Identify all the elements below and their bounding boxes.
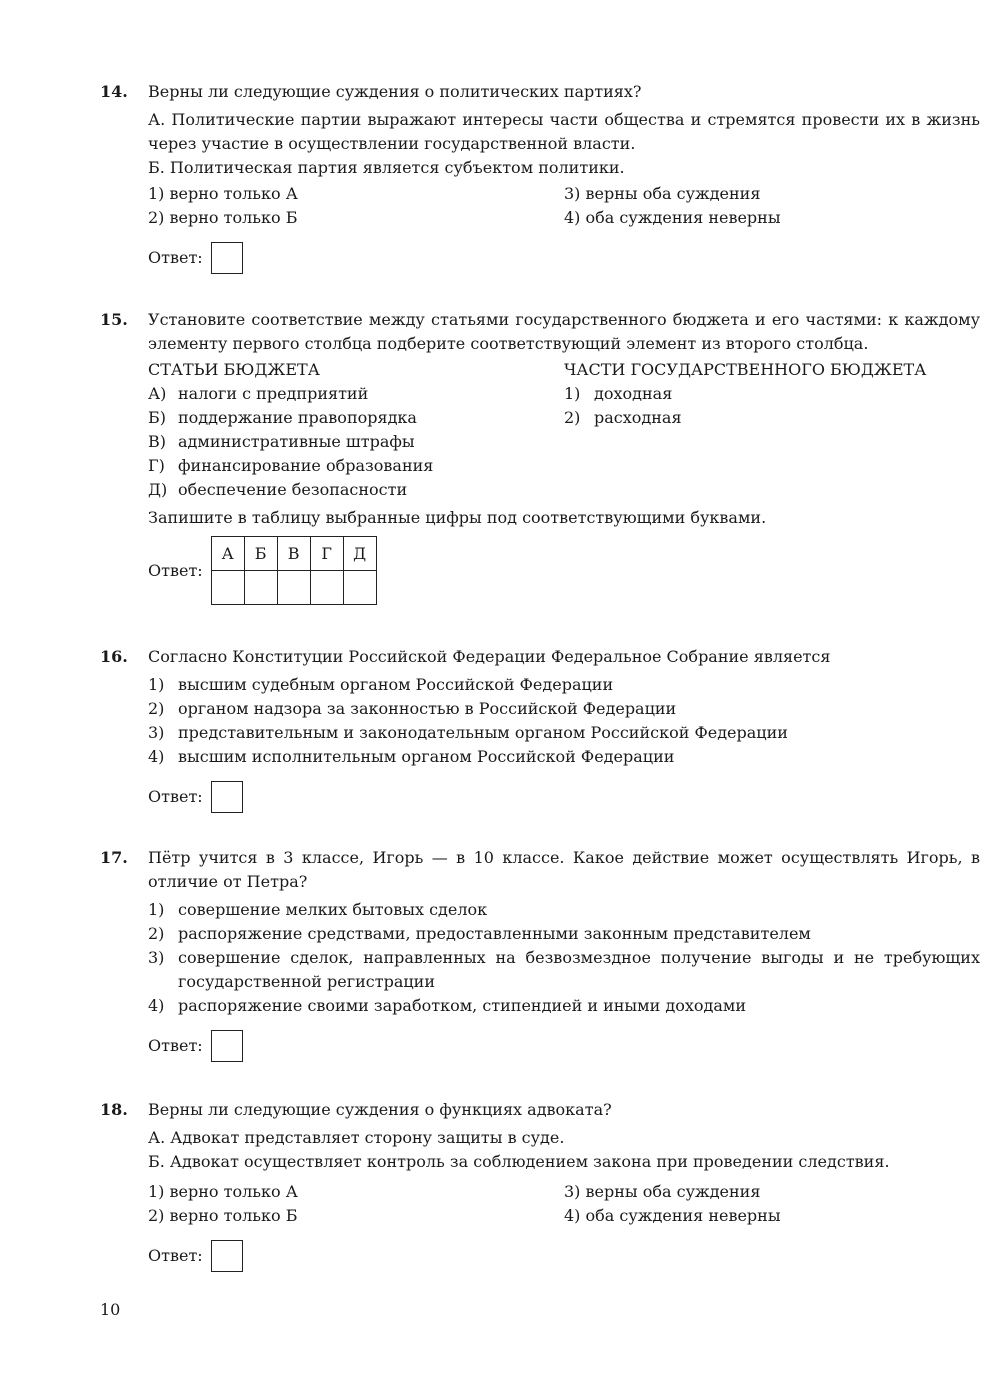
table-header: А (211, 537, 244, 571)
answer-label: Ответ: (148, 248, 203, 267)
list-item: Г) финансирование образования (148, 456, 434, 475)
option-1: 1) верно только А (148, 184, 298, 203)
question-text: Согласно Конституции Российской Федерации Федеральное Собрание является (148, 647, 831, 666)
option-3: 3) верны оба суждения (564, 184, 761, 203)
statement-a: А. Политические партии выражают интересы части общества и стремятся провести их в жизнь через участие в осуществлении государственной власти. (148, 110, 980, 153)
statement-b: Б. Политическая партия является субъектом политики. (148, 158, 625, 177)
statement-a: А. Адвокат представляет сторону защиты в суде. (148, 1128, 565, 1147)
question-number: 15. (100, 310, 128, 329)
option-2: 2) верно только Б (148, 208, 298, 227)
question-number: 14. (100, 82, 128, 101)
page-number: 10 (100, 1300, 121, 1319)
option-4: 4) оба суждения неверны (564, 208, 781, 227)
question-text: Верны ли следующие суждения о политических партиях? (148, 82, 642, 101)
answer-box[interactable] (211, 781, 243, 813)
option: 1) высшим судебным органом Российской Федерации (148, 675, 614, 694)
answer-cell[interactable] (277, 571, 310, 605)
list-item: В) административные штрафы (148, 432, 415, 451)
column-2-title: ЧАСТИ ГОСУДАРСТВЕННОГО БЮДЖЕТА (564, 360, 927, 379)
answer-cell[interactable] (310, 571, 343, 605)
option-2: 2) верно только Б (148, 1206, 298, 1225)
answer-cell[interactable] (343, 571, 376, 605)
answer-row (148, 1028, 980, 1064)
answer-row (148, 536, 980, 605)
question-text: Пётр учится в 3 классе, Игорь — в 10 классе. Какое действие может осуществлять Игорь, в отличие от Петра? (148, 848, 980, 891)
question-15 (100, 308, 980, 605)
question-17 (100, 846, 980, 1064)
answer-cell[interactable] (244, 571, 277, 605)
option-3: 3) верны оба суждения (564, 1182, 761, 1201)
answer-box[interactable] (211, 242, 243, 274)
question-number: 17. (100, 848, 128, 867)
list-item: Б) поддержание правопорядка (148, 408, 417, 427)
question-text: Верны ли следующие суждения о функциях адвоката? (148, 1100, 612, 1119)
table-header: Б (244, 537, 277, 571)
option: 4) высшим исполнительным органом Российской Федерации (148, 747, 675, 766)
answer-table (211, 536, 377, 605)
instruction-text: Запишите в таблицу выбранные цифры под соответствующими буквами. (148, 508, 767, 527)
table-header: В (277, 537, 310, 571)
option: 4) распоряжение своими заработком, стипендией и иными доходами (148, 996, 746, 1015)
option: 3) представительным и законодательным органом Российской Федерации (148, 723, 788, 742)
question-18 (100, 1098, 980, 1274)
question-number: 16. (100, 647, 128, 666)
answer-label: Ответ: (148, 1246, 203, 1265)
answer-row (148, 779, 980, 815)
list-item: А) налоги с предприятий (148, 384, 369, 403)
option: 3) совершение сделок, направленных на безвозмездное получение выгоды и не требующих государственной регистрации (148, 948, 980, 991)
column-1-title: СТАТЬИ БЮДЖЕТА (148, 360, 320, 379)
list-item: 2) расходная (564, 408, 682, 427)
option: 2) органом надзора за законностью в Российской Федерации (148, 699, 677, 718)
answer-label: Ответ: (148, 560, 203, 580)
list-item: 1) доходная (564, 384, 673, 403)
statement-b: Б. Адвокат осуществляет контроль за соблюдением закона при проведении следствия. (148, 1152, 890, 1171)
option: 2) распоряжение средствами, предоставленными законным представителем (148, 924, 811, 943)
question-number: 18. (100, 1100, 128, 1119)
question-14 (100, 80, 980, 276)
option-1: 1) верно только А (148, 1182, 298, 1201)
answer-row (148, 1238, 980, 1274)
answer-box[interactable] (211, 1240, 243, 1272)
answer-cell[interactable] (211, 571, 244, 605)
table-header: Д (343, 537, 376, 571)
option-4: 4) оба суждения неверны (564, 1206, 781, 1225)
option: 1) совершение мелких бытовых сделок (148, 900, 488, 919)
answer-label: Ответ: (148, 1036, 203, 1055)
list-item: Д) обеспечение безопасности (148, 480, 408, 499)
table-header: Г (310, 537, 343, 571)
question-text: Установите соответствие между статьями государственного бюджета и его частями: к каждому элементу первого столбца подберите соответствующий элемент из второго столбца. (148, 310, 980, 353)
question-16 (100, 645, 980, 815)
answer-box[interactable] (211, 1030, 243, 1062)
answer-row (148, 240, 980, 276)
answer-label: Ответ: (148, 787, 203, 806)
